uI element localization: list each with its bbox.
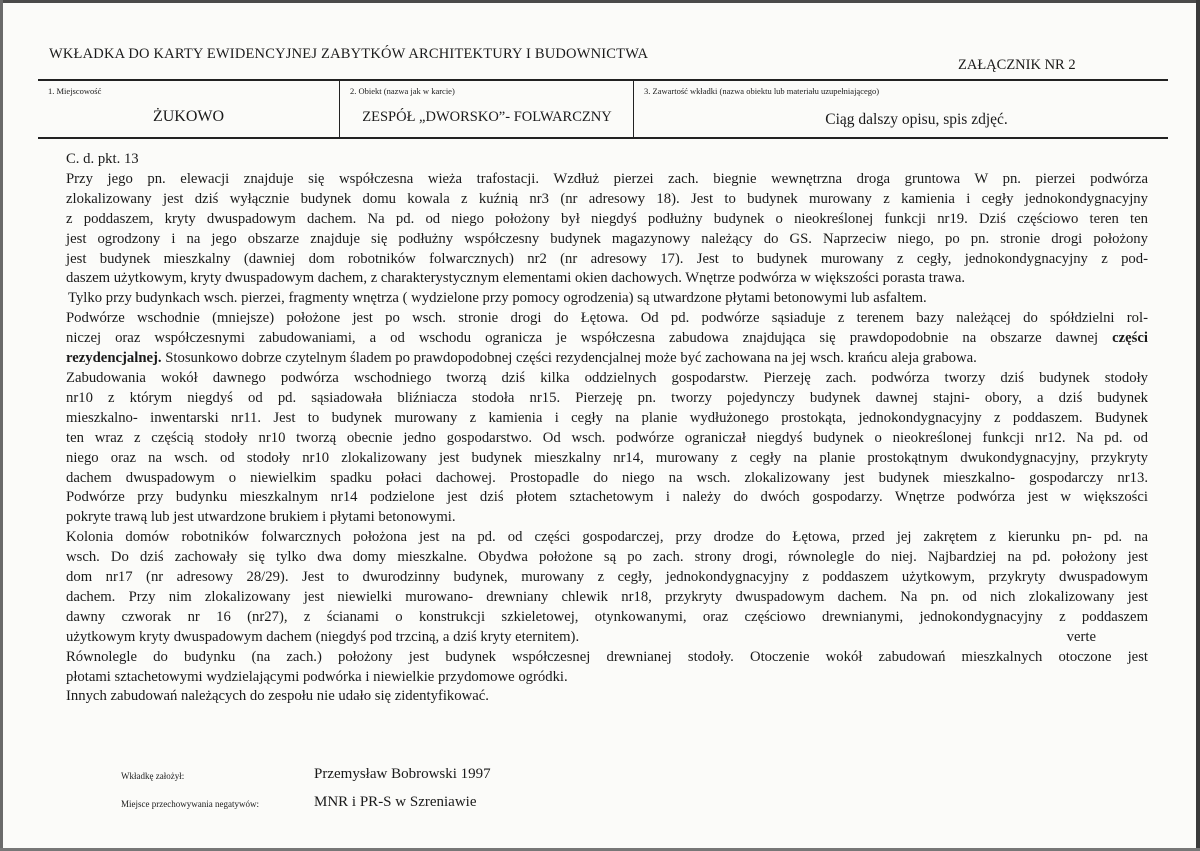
body-line: C. d. pkt. 13 bbox=[66, 151, 139, 167]
field-contents bbox=[633, 81, 1169, 137]
body-line: Podwórze przy budynku mieszkalnym nr14 podzielone jest dziś płotem sztachetowym i należy do dwóch gospodarzy. Wnętrze podwórza jest w większości bbox=[66, 489, 1148, 506]
body-line: zlokalizowany jest dziś wyłącznie budynek domu kowala z kuźnią nr3 (nr adresowy 18). Jest to budynek murowany z kamienia i cegły jednokondygnacyjny bbox=[66, 190, 1148, 207]
body-line: dawny czworak nr 16 (nr27), z ścianami o konstrukcji szkieletowej, otynkowanymi, oraz częściowo drewnianymi, jednokondygnacyjny z poddaszem bbox=[66, 608, 1148, 625]
body-line-text: Stosunkowo dobrze czytelnym śladem po prawdopodobnej części rezydencjalnej może być zachowana na jej wsch. krańcu aleja grabowa. bbox=[161, 350, 977, 367]
body-line: nr10 z którym niegdyś od pd. sąsiadowała bliźniacza stodoła nr15. Pierzeję pn. tworzy pojedynczy budynek dawnej stajni- obory, a dziś budynek bbox=[66, 389, 1148, 406]
body-line: Równolegle do budynku (na zach.) położony jest budynek współczesnej drewnianej stodoły. Otoczenie wokół zabudowań mieszkalnych otoczone jest bbox=[66, 648, 1148, 665]
body-line: jest budynek mieszkalny (dawniej dom robotników folwarcznych) nr2 (nr adresowy 17). Jest to budynek murowany z cegły, jednokondygnacyjny z pod- bbox=[66, 250, 1148, 267]
body-line: wsch. Do dziś zachowały się tylko dwa domy mieszkalne. Obydwa położone są po zach. strony drogi, równolegle do niej. Najbardziej na pd. położony jest bbox=[66, 549, 1148, 566]
body-line-text: użytkowym kryty dwuspadowym dachem (niegdyś pod trzciną, a dziś kryty eternitem). bbox=[66, 628, 580, 645]
body-line: Kolonia domów robotników folwarcznych położona jest na pd. od części gospodarczej, przy drodze do Łętowa, przed jej zakrętem z kierunku pn- pd. na bbox=[66, 529, 1148, 546]
field-object bbox=[339, 81, 634, 137]
body-line-text: niczej oraz współczesnymi zabudowaniami, a od wschodu ogranicza je współczesna zabudowa znajdująca się prawdopodobnie na obszarze dawnej bbox=[66, 330, 1099, 347]
emphasis-text: części bbox=[1112, 330, 1148, 347]
form-title: WKŁADKA DO KARTY EWIDENCYJNEJ ZABYTKÓW ARCHITEKTURY I BUDOWNICTWA bbox=[49, 46, 649, 62]
body-line: daszem użytkowym, kryty dwuspadowym dachem, z charakterystycznym elementami okien dachowych. Wnętrze podwórza w większości porasta trawa. bbox=[66, 270, 966, 287]
body-line: płotami sztachetowymi wydzielającymi podwórka i niewielkie przydomowe ogródki. bbox=[66, 668, 568, 685]
body-line: Podwórze wschodnie (mniejsze) położone jest po wsch. stronie drogi do Łętowa. Od pd. podwórze sąsiaduje z terenem bazy należącej do spółdzielni rol- bbox=[66, 310, 1148, 327]
negatives-storage-label: Miejsce przechowywania negatywów: bbox=[121, 799, 259, 809]
field-object-label: 2. Obiekt (nazwa jak w karcie) bbox=[350, 86, 455, 96]
field-locality bbox=[38, 81, 339, 137]
field-locality-label: 1. Miejscowość bbox=[48, 86, 102, 96]
verte-note: verte bbox=[1066, 628, 1096, 645]
author-label: Wkładkę założył: bbox=[121, 771, 185, 781]
body-line-with-emphasis bbox=[66, 349, 1148, 369]
body-line: dom nr17 (nr adresowy 28/29). Jest to dwurodzinny budynek, murowany z cegły, jednokondygnacyjny z poddaszem użytkowym, przykryty dwuspadowym bbox=[66, 569, 1148, 586]
body-line: pokryte trawą lub jest utwardzone brukiem i płytami betonowymi. bbox=[66, 509, 456, 526]
body-line-with-emphasis bbox=[66, 329, 1148, 349]
body-line: Przy jego pn. elewacji znajduje się współczesna wieża trafostacji. Wzdłuż pierzei zach. biegnie wewnętrzna droga gruntowa W pn. pierzei podwórza bbox=[66, 170, 1148, 187]
field-contents-label: 3. Zawartość wkładki (nazwa obiektu lub materiału uzupełniającego) bbox=[644, 86, 880, 96]
body-line: ten wraz z częścią stodoły nr10 tworzą obecnie jedno gospodarstwo. Od wsch. podwórze ograniczał niegdyś budynek o nieokreślonej funkcji nr12. Na pd. od bbox=[66, 429, 1148, 446]
author-value: Przemysław Bobrowski 1997 bbox=[314, 766, 491, 782]
scan-edge-left bbox=[0, 0, 3, 851]
body-line-with-verte bbox=[66, 628, 1148, 648]
body-line: Tylko przy budynkach wsch. pierzei, fragmenty wnętrza ( wydzielone przy pomocy ogrodzenia) są utwardzone płytami betonowymi lub asfaltem. bbox=[68, 290, 927, 307]
body-line: niego oraz na wsch. od stodoły nr10 zlokalizowany jest budynek mieszkalny nr14, murowany z cegły na planie prostokątnym dwukondygnacyjny, przykryty bbox=[66, 449, 1148, 466]
body-line: dachem dwuspadowym o niewielkim spadku połaci dachowej. Prostopadle do niego na wsch. zlokalizowany jest budynek mieszkalno- gospodarczy nr13. bbox=[66, 469, 1148, 486]
body-line: mieszkalno- inwentarski nr11. Jest to budynek murowany z kamienia i cegły na planie wydłużonego prostokąta, jednokondygnacyjny z poddaszem. Budynek bbox=[66, 409, 1148, 426]
field-contents-value: Ciąg dalszy opisu, spis zdjęć. bbox=[825, 111, 1008, 128]
negatives-storage-value: MNR i PR-S w Szreniawie bbox=[314, 794, 477, 810]
description-body bbox=[66, 150, 1148, 707]
body-line: dachem. Przy nim zlokalizowany jest niewielki murowano- drewniany chlewik nr18, przykryty dwuspadowym dachem. Na pn. od nich zlokalizowany jest bbox=[66, 588, 1148, 605]
field-object-value: ZESPÓŁ „DWORSKO”- FOLWARCZNY bbox=[362, 109, 612, 125]
attachment-number: ZAŁĄCZNIK NR 2 bbox=[958, 57, 1076, 73]
scan-edge-top bbox=[0, 0, 1200, 3]
body-line: Innych zabudowań należących do zespołu nie udało się zidentyfikować. bbox=[66, 688, 489, 705]
field-grid bbox=[38, 81, 1168, 139]
emphasis-text: rezydencjalnej. bbox=[66, 350, 162, 367]
body-line: Zabudowania wokół dawnego podwórza wschodniego tworzą dziś kilka oddzielnych gospodarstw. Pierzeję zach. podwórza tworzy dziś budynek stodoły bbox=[66, 369, 1148, 386]
body-line: z poddaszem, kryty dwuspadowym dachem. Na pd. od niego położony był niegdyś podłużny budynek o nieokreślonej funkcji nr19. Dziś częściowo teren ten bbox=[66, 210, 1148, 227]
scan-edge-right bbox=[1196, 0, 1200, 851]
field-locality-value: ŻUKOWO bbox=[152, 108, 225, 125]
body-line: jest ogrodzony i na jego obszarze znajduje się podłużny współczesny budynek magazynowy należący do GS. Naprzeciw niego, po pn. stronie drogi położony bbox=[66, 230, 1148, 247]
